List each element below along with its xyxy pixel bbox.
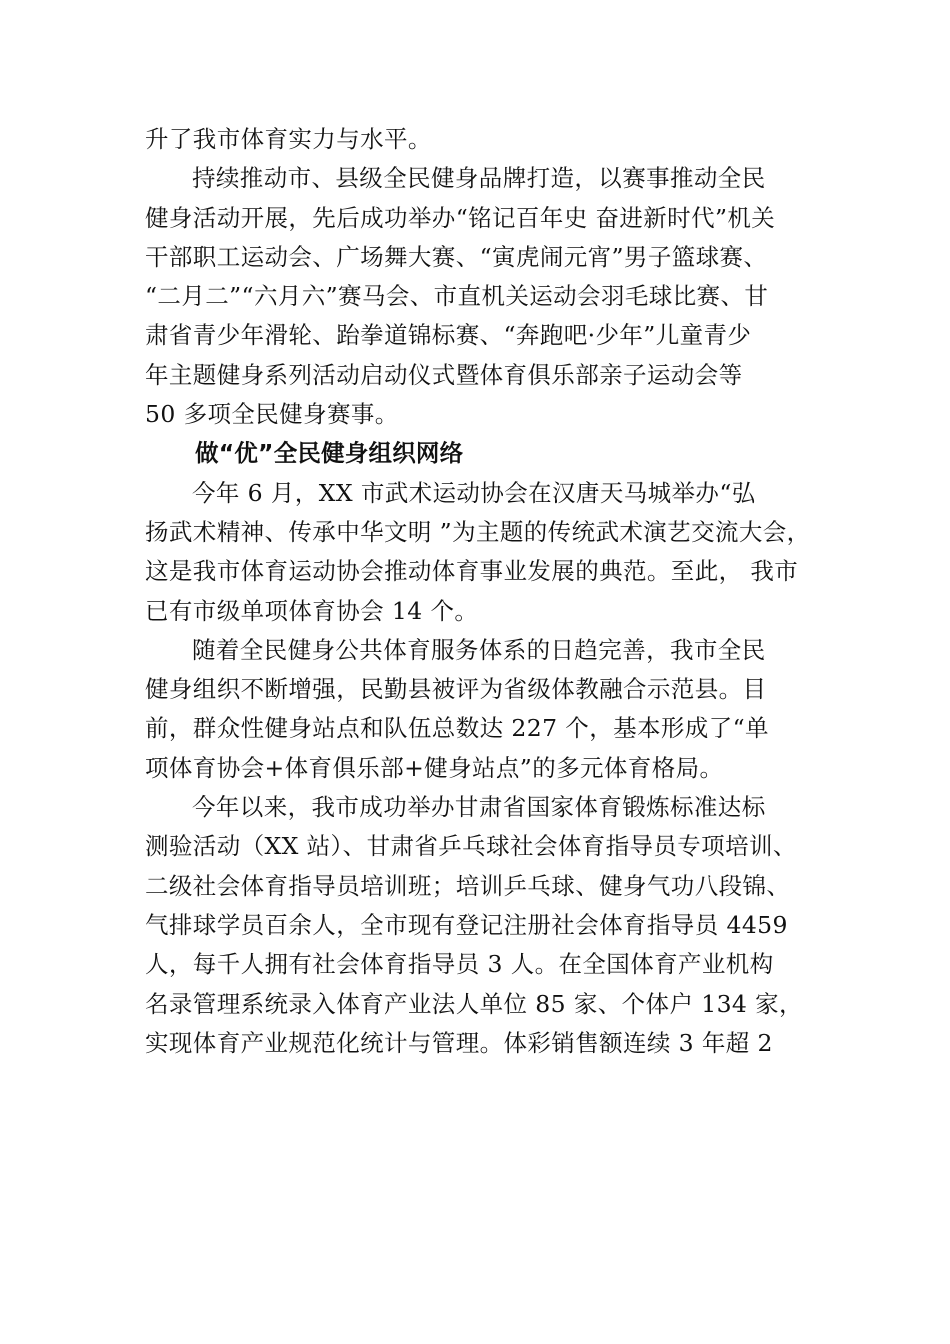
text-line: 二级社会体育指导员培训班；培训乒乓球、健身气功八段锦、 [145,871,791,900]
text-line: 项体育协会+体育俱乐部+健身站点”的多元体育格局。 [145,753,724,782]
text-line: 这是我市体育运动协会推动体育事业发展的典范。至此， 我市 [145,557,799,586]
text-line: 50 多项全民健身赛事。 [145,400,399,429]
text-line: 扬武术精神、传承中华文明 ”为主题的传统武术演艺交流大会， [145,517,811,546]
paragraph-first-line: 今年 6 月，XX 市武术运动协会在汉唐天马城举办“弘 [192,478,756,507]
paragraph-first-line: 随着全民健身公共体育服务体系的日趋完善，我市全民 [192,635,766,664]
text-line: 干部职工运动会、广场舞大赛、“寅虎闹元宵”男子篮球赛、 [145,242,768,271]
text-line: 气排球学员百余人，全市现有登记注册社会体育指导员 4459 [145,910,788,939]
text-line: 名录管理系统录入体育产业法人单位 85 家、个体户 134 家， [145,989,803,1018]
text-line: 肃省青少年滑轮、跆拳道锦标赛、“奔跑吧·少年”儿童青少 [145,321,752,350]
text-line: 测验活动（XX 站）、甘肃省乒乓球社会体育指导员专项培训、 [145,832,797,861]
text-line: 实现体育产业规范化统计与管理。体彩销售额连续 3 年超 2 [145,1028,773,1057]
paragraph-first-line: 持续推动市、县级全民健身品牌打造，以赛事推动全民 [192,164,766,193]
text-line: 升了我市体育实力与水平。 [145,125,432,153]
text-line: 健身组织不断增强，民勤县被评为省级体教融合示范县。目 [145,675,767,704]
text-line: 已有市级单项体育协会 14 个。 [145,596,479,625]
text-line: 前，群众性健身站点和队伍总数达 227 个，基本形成了“单 [145,714,769,743]
text-line: “二月二”“六月六”赛马会、市直机关运动会羽毛球比赛、甘 [145,282,769,311]
text-line: 人，每千人拥有社会体育指导员 3 人。在全国体育产业机构 [145,950,774,979]
document-body [145,120,815,1063]
section-heading: 做“优”全民健身组织网络 [195,439,464,468]
text-line: 健身活动开展，先后成功举办“铭记百年史 奋进新时代”机关 [145,203,776,232]
paragraph-first-line: 今年以来，我市成功举办甘肃省国家体育锻炼标准达标 [192,793,766,822]
text-line: 年主题健身系列活动启动仪式暨体育俱乐部亲子运动会等 [145,360,743,389]
